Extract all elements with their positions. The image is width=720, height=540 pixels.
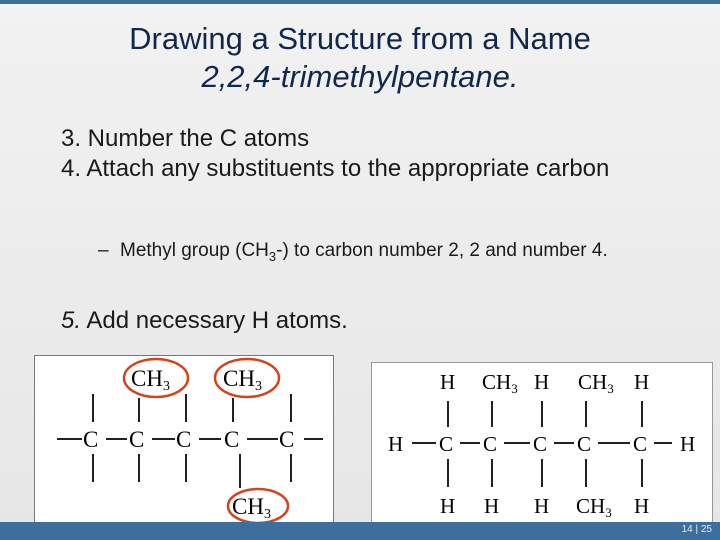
- ch3-top-2: CH3: [578, 370, 614, 396]
- ch3-top-1: CH3: [482, 370, 518, 396]
- h-top-1: H: [440, 370, 456, 394]
- sub-prefix: Methyl group (CH: [120, 240, 269, 261]
- carbon-3: C: [176, 427, 192, 452]
- carbon-3: C: [533, 432, 548, 456]
- title-line-1: Drawing a Structure from a Name: [129, 21, 591, 56]
- h-right: H: [680, 432, 696, 456]
- slide-title: [0, 20, 720, 96]
- h-top-3: H: [534, 370, 550, 394]
- h-bottom-1: H: [440, 494, 456, 518]
- carbon-1: C: [439, 432, 454, 456]
- step-3: 3. Number the C atoms: [61, 125, 310, 152]
- sub-subscript: 3: [268, 248, 277, 264]
- sub-suffix: -) to carbon number 2, 2 and number 4.: [276, 240, 608, 261]
- footer-bar: [0, 522, 720, 540]
- h-top-5: H: [634, 370, 650, 394]
- h-bottom-2: H: [484, 494, 500, 518]
- steps-list: [61, 124, 661, 184]
- carbon-4: C: [577, 432, 592, 456]
- step-5-text: Add necessary H atoms.: [86, 307, 348, 334]
- page-number: 14 | 25: [681, 524, 712, 535]
- skeleton-structure-diagram: [35, 356, 333, 522]
- h-left: H: [388, 432, 404, 456]
- h-bottom-3: H: [534, 494, 550, 518]
- carbon-4: C: [224, 427, 240, 452]
- carbon-2: C: [483, 432, 498, 456]
- skeleton-structure-panel: [34, 355, 334, 523]
- ch3-bottom: CH3: [576, 494, 612, 520]
- dash-bullet: –: [98, 240, 109, 261]
- ch3-top-b: CH3: [223, 366, 262, 394]
- top-accent-bar: [0, 0, 720, 4]
- carbon-5: C: [279, 427, 295, 452]
- ch3-top-a: CH3: [131, 366, 170, 394]
- step-5-number: 5.: [61, 307, 82, 334]
- h-bottom-5: H: [634, 494, 650, 518]
- step-5: [61, 306, 348, 336]
- step-4: 4. Attach any substituents to the appropriate carbon: [61, 155, 610, 182]
- carbon-1: C: [83, 427, 99, 452]
- full-structure-panel: [371, 362, 713, 524]
- ch3-bottom: CH3: [232, 494, 271, 522]
- sub-bullet: [98, 238, 658, 270]
- carbon-2: C: [129, 427, 145, 452]
- full-structure-diagram: [372, 363, 712, 523]
- title-line-2: 2,2,4-trimethylpentane.: [201, 59, 519, 94]
- carbon-5: C: [633, 432, 648, 456]
